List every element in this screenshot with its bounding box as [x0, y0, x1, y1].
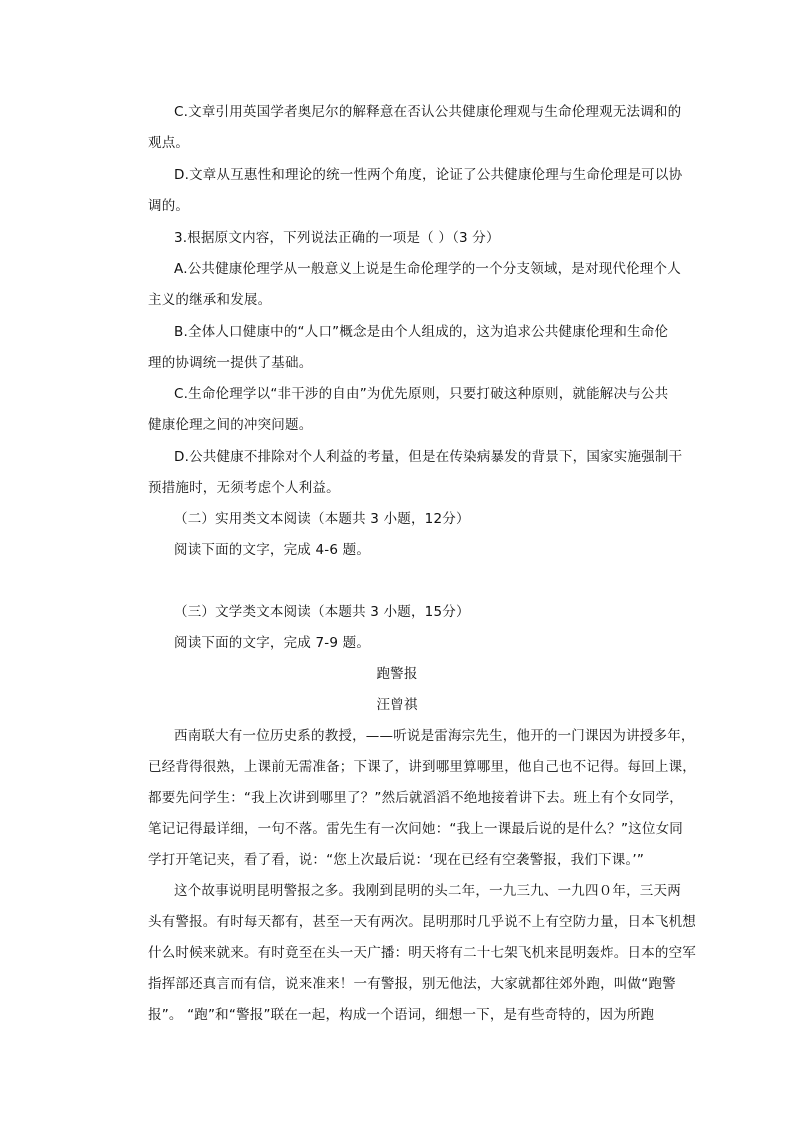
- paragraph-2-line-4: 指挥部还真言而有信，说来准来！一有警报，别无他法，大家就都往郊外跑，叫做“跑警: [148, 976, 676, 992]
- article-author: 汪曾祺: [376, 697, 418, 713]
- option-d-line-1: D.文章从互惠性和理论的统一性两个角度，论证了公共健康伦理与生命伦理是可以协: [174, 167, 683, 183]
- option-d-line-2: 调的。: [148, 198, 190, 214]
- paragraph-2-line-1: 这个故事说明昆明警报之多。我刚到昆明的头二年，一九三九、一九四０年，三天两: [174, 883, 681, 899]
- section-3-instruction: 阅读下面的文字，完成 7-9 题。: [174, 635, 371, 651]
- paragraph-1-line-5: 学打开笔记夹，看了看，说：“您上次最后说：‘现在已经有空袭警报，我们下课。’”: [148, 852, 645, 868]
- question-3: 3.根据原文内容，下列说法正确的一项是（ ）（3 分）: [174, 230, 500, 246]
- q3-option-d-line-1: D.公共健康不排除对个人利益的考量，但是在传染病暴发的背景下，国家实施强制干: [174, 449, 683, 465]
- paragraph-2-line-2: 头有警报。有时每天都有，甚至一天有两次。昆明那时几乎说不上有空防力量，日本飞机想: [148, 914, 696, 930]
- section-3-heading: （三）文学类文本阅读（本题共 3 小题，15分）: [174, 604, 470, 620]
- q3-option-b-line-1: B.全体人口健康中的“人口”概念是由个人组成的，这为追求公共健康伦理和生命伦: [174, 324, 669, 340]
- paragraph-2-line-3: 什么时候来就来。有时竟至在头一天广播：明天将有二十七架飞机来昆明轰炸。日本的空军: [148, 945, 696, 961]
- q3-option-a-line-1: A.公共健康伦理学从一般意义上说是生命伦理学的一个分支领域，是对现代伦理个人: [174, 261, 681, 277]
- paragraph-1-line-3: 都要先问学生：“我上次讲到哪里了？”然后就滔滔不绝地接着讲下去。班上有个女同学，: [148, 790, 683, 806]
- section-2-instruction: 阅读下面的文字，完成 4-6 题。: [174, 542, 371, 558]
- q3-option-c-line-2: 健康伦理之间的冲突问题。: [148, 417, 313, 433]
- option-c-line-1: C.文章引用英国学者奥尼尔的解释意在否认公共健康伦理观与生命伦理观无法调和的: [174, 104, 682, 120]
- section-2-heading: （二）实用类文本阅读（本题共 3 小题，12分）: [174, 511, 470, 527]
- article-title: 跑警报: [376, 666, 418, 682]
- paragraph-1-line-2: 已经背得很熟，上课前无需准备；下课了，讲到哪里算哪里，他自己也不记得。每回上课，: [148, 759, 696, 775]
- q3-option-c-line-1: C.生命伦理学以“非干涉的自由”为优先原则，只要打破这种原则，就能解决与公共: [174, 386, 669, 402]
- paragraph-2-line-5: 报”。 “跑”和“警报”联在一起，构成一个语词，细想一下，是有些奇特的，因为所跑: [148, 1007, 655, 1023]
- q3-option-b-line-2: 理的协调统一提供了基础。: [148, 355, 313, 371]
- paragraph-1-line-4: 笔记记得最详细，一句不落。雷先生有一次问她：“我上一课最后说的是什么？”这位女同: [148, 821, 683, 837]
- option-c-line-2: 观点。: [148, 135, 190, 151]
- q3-option-a-line-2: 主义的继承和发展。: [148, 292, 272, 308]
- paragraph-1-line-1: 西南联大有一位历史系的教授，——听说是雷海宗先生，他开的一门课因为讲授多年，: [174, 728, 695, 744]
- q3-option-d-line-2: 预措施时，无须考虑个人利益。: [148, 480, 340, 496]
